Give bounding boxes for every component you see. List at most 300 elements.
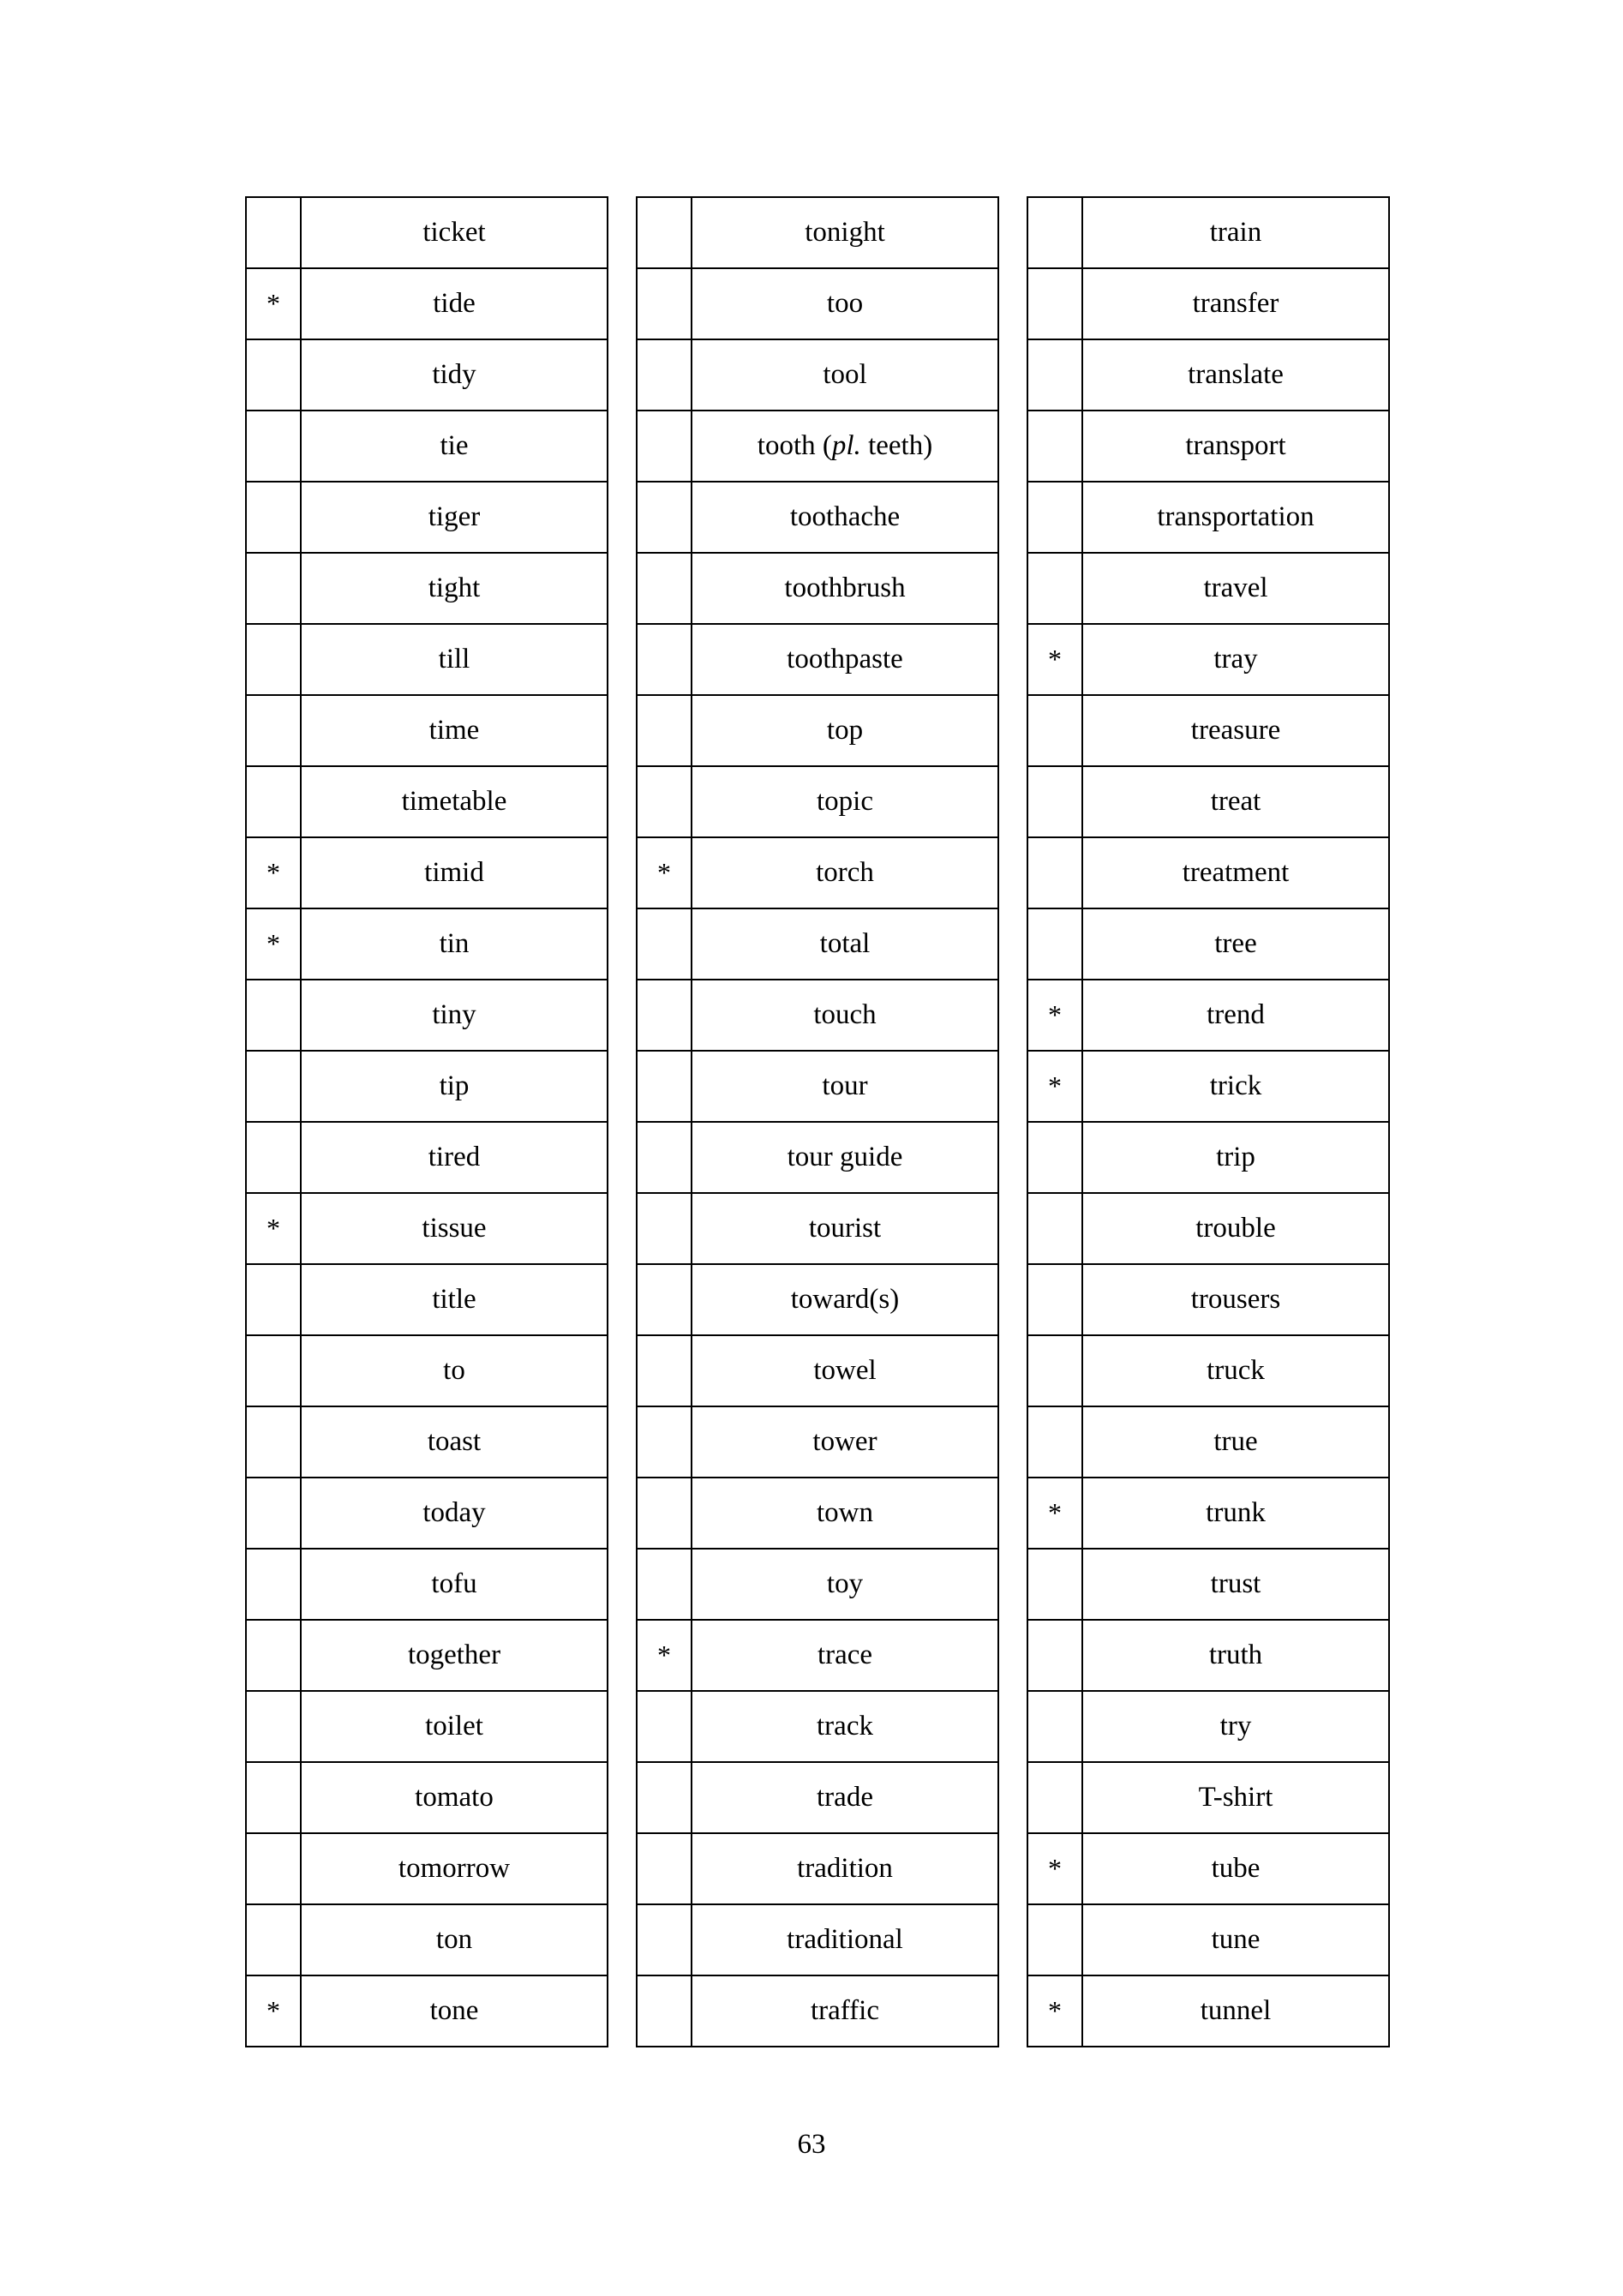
- vocab-row: [246, 980, 608, 1051]
- asterisk-mark-cell: [637, 1762, 692, 1833]
- vocab-word-cell: [692, 908, 998, 980]
- vocab-word: ton: [435, 1924, 473, 1955]
- vocab-word-cell: [692, 624, 998, 695]
- vocab-word-cell: [692, 1549, 998, 1620]
- vocab-word: topic: [817, 786, 873, 817]
- vocab-word-cell: [692, 1975, 998, 2047]
- vocab-word: tourist: [808, 1213, 882, 1244]
- vocab-word-cell: [1082, 980, 1389, 1051]
- vocab-word: try: [1219, 1711, 1252, 1741]
- vocab-row: [637, 268, 998, 339]
- vocab-word-cell: [692, 197, 998, 268]
- asterisk-mark-cell: *: [1027, 624, 1082, 695]
- vocab-row: [1027, 837, 1389, 908]
- vocab-word: tide: [433, 288, 476, 319]
- asterisk-mark-cell: [246, 482, 301, 553]
- vocab-word: towel: [813, 1355, 877, 1386]
- vocab-row: [637, 837, 998, 908]
- asterisk-mark-cell: [1027, 553, 1082, 624]
- vocab-word-cell: [1082, 1051, 1389, 1122]
- asterisk-mark-cell: [637, 766, 692, 837]
- vocab-row: [637, 411, 998, 482]
- vocab-row: [1027, 197, 1389, 268]
- vocab-word-cell: [692, 1406, 998, 1478]
- vocab-row: [246, 695, 608, 766]
- vocab-word: tool: [823, 359, 867, 390]
- vocab-word-cell: [301, 1691, 608, 1762]
- vocab-row: [637, 908, 998, 980]
- vocab-row: [637, 482, 998, 553]
- vocab-row: [1027, 1975, 1389, 2047]
- vocab-word: tie: [440, 430, 469, 461]
- vocab-row: [246, 766, 608, 837]
- vocab-word: together: [407, 1640, 501, 1670]
- asterisk-mark-cell: [246, 1833, 301, 1904]
- vocab-row: [1027, 1051, 1389, 1122]
- vocab-row: [246, 1620, 608, 1691]
- vocab-word: tidy: [432, 359, 476, 390]
- vocab-row: [246, 1051, 608, 1122]
- vocab-row: [1027, 766, 1389, 837]
- vocab-word: trick: [1209, 1070, 1262, 1101]
- vocab-word-cell: [301, 1122, 608, 1193]
- asterisk-mark-cell: [246, 766, 301, 837]
- vocab-word: track: [817, 1711, 873, 1741]
- vocab-word: tin: [439, 928, 470, 959]
- asterisk-mark-cell: [637, 482, 692, 553]
- vocab-word: timetable: [401, 786, 507, 817]
- vocab-word: trip: [1216, 1142, 1255, 1172]
- vocab-word: title: [432, 1284, 476, 1315]
- asterisk-mark-cell: [246, 1904, 301, 1975]
- vocab-row: [637, 695, 998, 766]
- vocab-word: transfer: [1192, 288, 1279, 319]
- vocab-row: [246, 1335, 608, 1406]
- asterisk-mark-cell: [246, 1051, 301, 1122]
- vocab-word: top: [826, 715, 864, 746]
- vocab-word-cell: [301, 1975, 608, 2047]
- vocab-row: [1027, 268, 1389, 339]
- vocab-row: [1027, 1762, 1389, 1833]
- vocab-word: tomorrow: [398, 1853, 511, 1884]
- vocab-word-cell: [301, 268, 608, 339]
- vocab-word: tray: [1213, 644, 1258, 674]
- vocab-word-cell: [301, 1904, 608, 1975]
- asterisk-mark-cell: [1027, 837, 1082, 908]
- vocab-row: [637, 1193, 998, 1264]
- vocab-word-cell: [301, 1335, 608, 1406]
- vocab-word-cell: [1082, 339, 1389, 411]
- vocab-word-cell: [301, 1406, 608, 1478]
- asterisk-mark-cell: [637, 1335, 692, 1406]
- vocab-word: tiger: [428, 501, 481, 532]
- asterisk-mark-cell: *: [246, 1975, 301, 2047]
- vocab-row: [246, 1691, 608, 1762]
- vocab-row: [637, 1335, 998, 1406]
- vocab-row: [1027, 624, 1389, 695]
- vocab-word-cell: [1082, 411, 1389, 482]
- asterisk-mark-cell: [1027, 1549, 1082, 1620]
- asterisk-mark-cell: [637, 339, 692, 411]
- vocab-word-cell: [692, 553, 998, 624]
- vocab-row: [246, 1762, 608, 1833]
- vocab-word: toy: [826, 1568, 864, 1599]
- vocab-row: [246, 411, 608, 482]
- vocab-word-cell: [1082, 624, 1389, 695]
- vocab-word: tooth: [757, 430, 816, 461]
- vocab-row: [1027, 1193, 1389, 1264]
- asterisk-mark-cell: [637, 1122, 692, 1193]
- vocab-word-cell: [301, 1833, 608, 1904]
- asterisk-mark-cell: [1027, 1335, 1082, 1406]
- vocab-row: [637, 1975, 998, 2047]
- vocab-word-cell: [692, 1620, 998, 1691]
- asterisk-mark-cell: *: [1027, 1478, 1082, 1549]
- asterisk-mark-cell: [246, 980, 301, 1051]
- vocab-word: tone: [429, 1995, 479, 2026]
- vocab-row: [246, 1122, 608, 1193]
- vocab-word-cell: [301, 339, 608, 411]
- asterisk-mark-cell: [1027, 411, 1082, 482]
- vocab-row: [637, 1549, 998, 1620]
- vocab-row: [246, 339, 608, 411]
- vocab-word-cell: [301, 1264, 608, 1335]
- vocab-word-cell: [692, 980, 998, 1051]
- asterisk-mark-cell: [637, 1051, 692, 1122]
- vocab-row: [637, 1904, 998, 1975]
- vocab-word: train: [1209, 217, 1262, 248]
- asterisk-mark-cell: [1027, 1620, 1082, 1691]
- asterisk-mark-cell: [637, 1478, 692, 1549]
- vocab-table-column-1: [245, 196, 608, 2047]
- asterisk-mark-cell: [246, 1620, 301, 1691]
- asterisk-mark-cell: [1027, 1122, 1082, 1193]
- asterisk-mark-cell: [1027, 1193, 1082, 1264]
- vocab-word: torch: [816, 857, 874, 888]
- vocab-row: [246, 482, 608, 553]
- asterisk-mark-cell: [637, 908, 692, 980]
- vocab-word-cell: [1082, 1762, 1389, 1833]
- asterisk-mark-cell: [246, 1122, 301, 1193]
- vocab-word: tofu: [431, 1568, 477, 1599]
- vocab-word: travel: [1203, 573, 1268, 603]
- asterisk-mark-cell: [637, 1264, 692, 1335]
- asterisk-mark-cell: *: [1027, 1051, 1082, 1122]
- vocab-row: [246, 1478, 608, 1549]
- vocab-word: total: [819, 928, 871, 959]
- plural-note-abbrev: pl.: [831, 430, 861, 461]
- vocab-word: tune: [1211, 1924, 1261, 1955]
- asterisk-mark-cell: [1027, 908, 1082, 980]
- vocab-row: [637, 339, 998, 411]
- vocab-word: toothache: [789, 501, 901, 532]
- vocab-word-cell: [692, 1051, 998, 1122]
- asterisk-mark-cell: [637, 1406, 692, 1478]
- vocab-table-column-3: [1027, 196, 1390, 2047]
- vocab-row: [637, 980, 998, 1051]
- vocab-row: [637, 1691, 998, 1762]
- vocab-word-cell: [692, 1193, 998, 1264]
- asterisk-mark-cell: [246, 624, 301, 695]
- vocab-row: [246, 908, 608, 980]
- vocab-row: [1027, 339, 1389, 411]
- vocab-word-cell: [692, 695, 998, 766]
- vocab-word-cell: [692, 1904, 998, 1975]
- vocab-row: [637, 1620, 998, 1691]
- asterisk-mark-cell: [246, 1691, 301, 1762]
- vocab-word-cell: [692, 268, 998, 339]
- asterisk-mark-cell: *: [637, 837, 692, 908]
- asterisk-mark-cell: [637, 1975, 692, 2047]
- vocab-word-cell: [301, 1478, 608, 1549]
- vocab-word-cell: [692, 1762, 998, 1833]
- vocab-word: treat: [1210, 786, 1261, 817]
- vocab-row: [1027, 1264, 1389, 1335]
- vocab-word: till: [438, 644, 470, 674]
- asterisk-mark-cell: [1027, 1904, 1082, 1975]
- asterisk-mark-cell: [637, 1549, 692, 1620]
- vocab-word-cell: [1082, 1691, 1389, 1762]
- vocab-word-cell: [692, 1833, 998, 1904]
- asterisk-mark-cell: [246, 339, 301, 411]
- vocab-word: town: [817, 1497, 873, 1528]
- asterisk-mark-cell: [1027, 695, 1082, 766]
- vocab-word-cell: [301, 1193, 608, 1264]
- vocab-word-cell: [301, 482, 608, 553]
- vocab-word-cell: [1082, 1904, 1389, 1975]
- vocab-word: tonight: [805, 217, 885, 248]
- page-number: 63: [797, 2129, 826, 2160]
- vocab-word-cell: [301, 1620, 608, 1691]
- vocab-word: toothbrush: [784, 573, 906, 603]
- vocab-word-cell: [301, 1549, 608, 1620]
- vocab-row: [637, 1478, 998, 1549]
- asterisk-mark-cell: [246, 1264, 301, 1335]
- vocab-row: [1027, 1904, 1389, 1975]
- vocab-word-cell: [1082, 1975, 1389, 2047]
- vocab-word: tired: [428, 1142, 481, 1172]
- vocab-row: [246, 1264, 608, 1335]
- vocab-word: translate: [1188, 359, 1284, 390]
- vocab-word-cell: [1082, 695, 1389, 766]
- vocab-row: [1027, 1833, 1389, 1904]
- vocab-word: traffic: [810, 1995, 879, 2026]
- vocab-row: [246, 1833, 608, 1904]
- vocab-row: [637, 766, 998, 837]
- vocab-word-cell: [1082, 1264, 1389, 1335]
- vocab-word: time: [428, 715, 480, 746]
- vocab-row: [1027, 1620, 1389, 1691]
- asterisk-mark-cell: [246, 1762, 301, 1833]
- vocab-word: tissue: [422, 1213, 487, 1244]
- vocab-word-cell: [1082, 1833, 1389, 1904]
- vocab-word: toilet: [425, 1711, 483, 1741]
- vocab-row: [246, 553, 608, 624]
- vocab-word: tiny: [432, 999, 476, 1030]
- asterisk-mark-cell: [637, 411, 692, 482]
- asterisk-mark-cell: [637, 197, 692, 268]
- vocab-word: trust: [1210, 1568, 1261, 1599]
- vocab-word: to: [443, 1355, 465, 1386]
- asterisk-mark-cell: [246, 1335, 301, 1406]
- vocab-row: [1027, 1406, 1389, 1478]
- vocab-word-cell: [692, 482, 998, 553]
- vocab-word: touch: [813, 999, 877, 1030]
- vocab-word-cell: [301, 980, 608, 1051]
- vocab-word-cell: [301, 1762, 608, 1833]
- vocab-word: tree: [1214, 928, 1257, 959]
- asterisk-mark-cell: [1027, 482, 1082, 553]
- asterisk-mark-cell: [637, 624, 692, 695]
- vocab-word-cell: [692, 1122, 998, 1193]
- vocab-row: [1027, 1335, 1389, 1406]
- asterisk-mark-cell: *: [1027, 1975, 1082, 2047]
- vocab-word: trunk: [1206, 1497, 1266, 1528]
- vocab-word-cell: [692, 1335, 998, 1406]
- vocab-word-cell: [1082, 1406, 1389, 1478]
- vocab-row: [1027, 482, 1389, 553]
- vocab-word: traditional: [787, 1924, 903, 1955]
- asterisk-mark-cell: [246, 1478, 301, 1549]
- vocab-word-cell: [692, 411, 998, 482]
- vocab-row: [1027, 695, 1389, 766]
- vocab-word-cell: [301, 624, 608, 695]
- vocab-word-cell: [1082, 908, 1389, 980]
- vocab-row: [637, 1833, 998, 1904]
- asterisk-mark-cell: [246, 553, 301, 624]
- vocab-word-cell: [301, 837, 608, 908]
- vocab-word-cell: [1082, 1549, 1389, 1620]
- asterisk-mark-cell: [637, 695, 692, 766]
- vocab-row: [1027, 1549, 1389, 1620]
- vocab-word: toothpaste: [787, 644, 903, 674]
- vocab-word: tradition: [797, 1853, 893, 1884]
- vocab-word-cell: [1082, 482, 1389, 553]
- vocab-row: [1027, 553, 1389, 624]
- vocab-word-cell: [1082, 197, 1389, 268]
- vocab-row: [1027, 1691, 1389, 1762]
- vocab-word-cell: [1082, 1122, 1389, 1193]
- asterisk-mark-cell: [1027, 1762, 1082, 1833]
- vocab-word-cell: [1082, 1620, 1389, 1691]
- vocab-word: trouble: [1195, 1213, 1276, 1244]
- vocab-word-cell: [301, 1051, 608, 1122]
- vocab-word-cell: [692, 766, 998, 837]
- vocab-word: trend: [1207, 999, 1265, 1030]
- vocab-word-cell: [692, 1264, 998, 1335]
- asterisk-mark-cell: *: [246, 908, 301, 980]
- vocab-word-cell: [301, 908, 608, 980]
- vocab-row: [246, 837, 608, 908]
- vocab-row: [637, 1122, 998, 1193]
- vocab-word: today: [422, 1497, 486, 1528]
- vocab-word: toward(s): [790, 1284, 900, 1315]
- vocab-row: [246, 1406, 608, 1478]
- asterisk-mark-cell: [1027, 766, 1082, 837]
- vocab-word-cell: [692, 1691, 998, 1762]
- vocab-word: trade: [817, 1782, 873, 1813]
- vocab-row: [637, 1406, 998, 1478]
- vocab-row: [246, 1549, 608, 1620]
- asterisk-mark-cell: [637, 1193, 692, 1264]
- vocab-row: [637, 624, 998, 695]
- asterisk-mark-cell: [637, 1691, 692, 1762]
- asterisk-mark-cell: [1027, 268, 1082, 339]
- vocab-row: [246, 1193, 608, 1264]
- vocab-word: T-shirt: [1198, 1782, 1273, 1813]
- asterisk-mark-cell: [246, 197, 301, 268]
- vocab-word-cell: [301, 695, 608, 766]
- asterisk-mark-cell: [246, 1549, 301, 1620]
- plural-note-open: (: [815, 430, 832, 461]
- vocab-word-cell: [301, 197, 608, 268]
- vocab-row: [1027, 908, 1389, 980]
- vocab-word: trace: [817, 1640, 873, 1670]
- asterisk-mark-cell: [1027, 1406, 1082, 1478]
- vocab-word-cell: [1082, 553, 1389, 624]
- asterisk-mark-cell: [637, 1833, 692, 1904]
- asterisk-mark-cell: [637, 980, 692, 1051]
- vocab-word: trousers: [1190, 1284, 1281, 1315]
- vocab-word-cell: [301, 553, 608, 624]
- vocab-word: true: [1213, 1426, 1258, 1457]
- asterisk-mark-cell: [1027, 197, 1082, 268]
- vocab-word: too: [826, 288, 864, 319]
- vocab-row: [1027, 1478, 1389, 1549]
- vocab-word: toast: [427, 1426, 482, 1457]
- vocab-word-cell: [1082, 837, 1389, 908]
- vocab-word-cell: [1082, 1193, 1389, 1264]
- vocab-word: tower: [812, 1426, 877, 1457]
- vocab-word: tomato: [415, 1782, 494, 1813]
- vocab-word: transportation: [1157, 501, 1315, 532]
- vocab-row: [1027, 1122, 1389, 1193]
- vocab-word: tour guide: [787, 1142, 903, 1172]
- vocab-word-cell: [301, 411, 608, 482]
- asterisk-mark-cell: *: [246, 837, 301, 908]
- vocab-row: [246, 197, 608, 268]
- vocab-row: [637, 553, 998, 624]
- vocab-word: timid: [424, 857, 484, 888]
- vocab-row: [637, 1762, 998, 1833]
- asterisk-mark-cell: *: [246, 268, 301, 339]
- vocab-word-cell: [1082, 1335, 1389, 1406]
- vocab-word: tunnel: [1200, 1995, 1272, 2026]
- vocab-row: [246, 624, 608, 695]
- asterisk-mark-cell: [246, 1406, 301, 1478]
- vocab-table-column-2: [636, 196, 999, 2047]
- asterisk-mark-cell: *: [637, 1620, 692, 1691]
- plural-note-form: teeth): [860, 430, 933, 461]
- vocab-word-cell: [1082, 766, 1389, 837]
- vocab-row: [246, 268, 608, 339]
- vocab-word: tube: [1211, 1853, 1261, 1884]
- asterisk-mark-cell: [1027, 1264, 1082, 1335]
- vocab-word: treasure: [1190, 715, 1281, 746]
- vocab-row: [246, 1975, 608, 2047]
- vocab-word-cell: [692, 339, 998, 411]
- vocab-word: tour: [822, 1070, 868, 1101]
- vocab-row: [1027, 411, 1389, 482]
- vocab-word-cell: [692, 837, 998, 908]
- asterisk-mark-cell: [1027, 339, 1082, 411]
- vocab-word-cell: [692, 1478, 998, 1549]
- asterisk-mark-cell: [637, 268, 692, 339]
- vocab-row: [1027, 980, 1389, 1051]
- vocab-row: [246, 1904, 608, 1975]
- vocab-word: tight: [428, 573, 481, 603]
- asterisk-mark-cell: [637, 1904, 692, 1975]
